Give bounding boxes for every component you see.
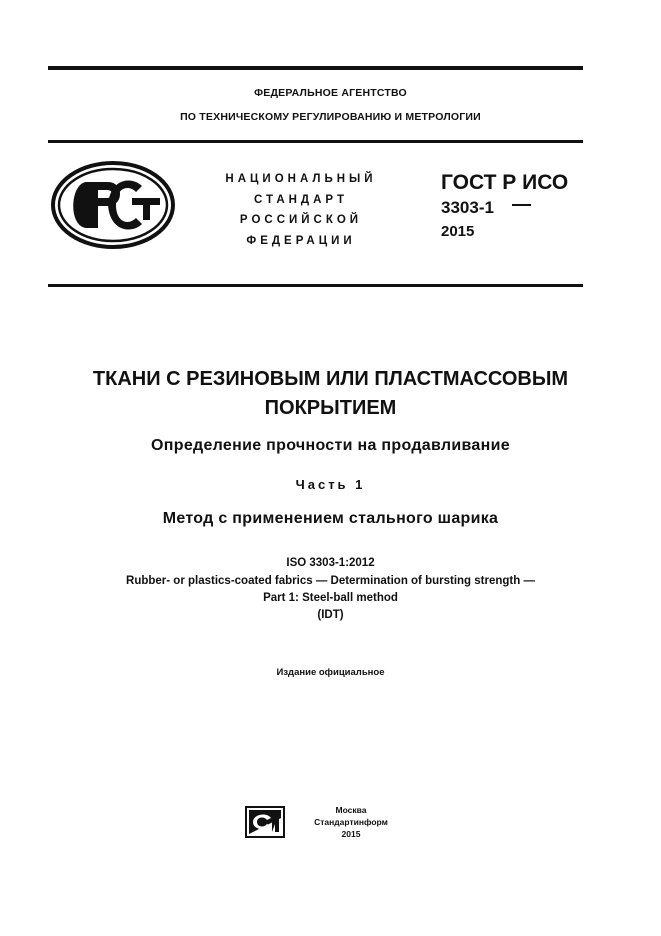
agency-line-1: ФЕДЕРАЛЬНОЕ АГЕНТСТВО [254, 87, 407, 99]
iso-number: ISO 3303-1:2012 [286, 557, 375, 569]
rst-logo-icon [50, 160, 176, 250]
lower-rule [48, 284, 583, 287]
document-title-line-1: ТКАНИ С РЕЗИНОВЫМ ИЛИ ПЛАСТМАССОВЫМ [92, 368, 569, 390]
document-part: Часть 1 [295, 477, 366, 492]
publisher-year: 2015 [341, 829, 361, 839]
designation-dash [512, 204, 531, 206]
designation-year: 2015 [441, 223, 475, 240]
publisher-name: Стандартинформ [314, 817, 388, 827]
national-standard-line-2: СТАНДАРТ [254, 194, 348, 206]
iso-equivalence: (IDT) [317, 609, 344, 621]
agency-line-2: ПО ТЕХНИЧЕСКОМУ РЕГУЛИРОВАНИЮ И МЕТРОЛОГИИ [180, 111, 481, 123]
publisher-logo-icon [245, 806, 285, 838]
designation-line-1: ГОСТ Р ИСО [441, 171, 569, 194]
middle-rule [48, 140, 583, 143]
designation-line-2: 3303-1 [441, 198, 494, 217]
national-standard-line-3: РОССИЙСКОЙ [239, 214, 363, 226]
top-rule [48, 66, 583, 70]
edition-label: Издание официальное [276, 667, 385, 678]
national-standard-line-1: НАЦИОНАЛЬНЫЙ [225, 173, 377, 185]
iso-part: Part 1: Steel-ball method [263, 592, 398, 604]
document-method: Метод с применением стального шарика [162, 510, 499, 527]
document-subtitle: Определение прочности на продавливание [151, 437, 510, 454]
publisher-city: Москва [335, 805, 367, 815]
iso-title: Rubber- or plastics-coated fabrics — Determination of bursting strength — [126, 575, 535, 587]
national-standard-line-4: ФЕДЕРАЦИИ [246, 235, 356, 247]
document-title-line-2: ПОКРЫТИЕМ [264, 397, 397, 419]
